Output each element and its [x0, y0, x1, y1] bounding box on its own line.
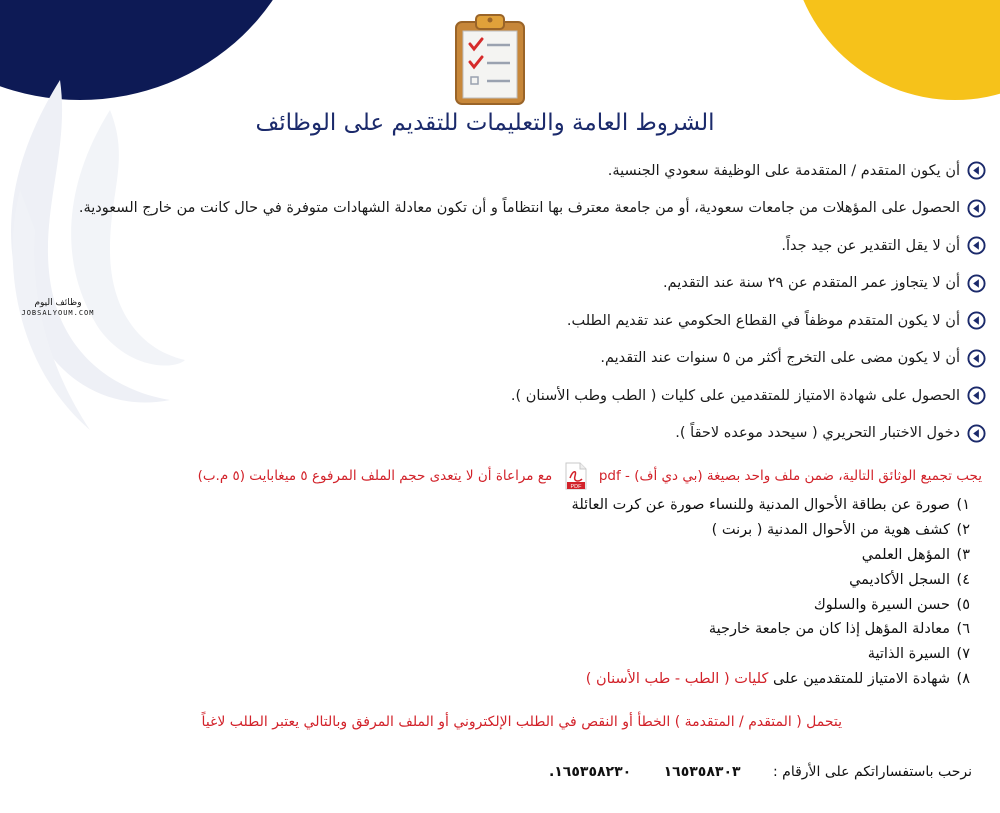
responsibility-warning: يتحمل ( المتقدم / المتقدمة ) الخطأ أو النقص في الطلب الإلكتروني أو الملف المرفق وبالتالي يعتبر الطلب لاغياً: [201, 714, 842, 730]
document-text: صورة عن بطاقة الأحوال المدنية وللنساء صورة عن كرت العائلة: [571, 497, 950, 514]
requirement-text: الحصول على المؤهلات من جامعات سعودية، أو من جامعة معترف بها انتظاماً و أن تكون معادلة الشهادات متوفرة في حال كانت من خارج السعودية.: [78, 200, 960, 217]
contact-label: نرحب باستفساراتكم على الأرقام :: [772, 764, 972, 780]
requirement-item: [26, 302, 986, 340]
document-text: السيرة الذاتية: [867, 646, 950, 663]
requirement-text: الحصول على شهادة الامتياز للمتقدمين على كليات ( الطب وطب الأسنان ).: [510, 387, 960, 404]
document-number: ٦): [956, 621, 970, 638]
arrow-circle-bullet-icon: [967, 274, 986, 293]
requirement-item: [26, 265, 986, 303]
page-title: الشروط العامة والتعليمات للتقديم على الوظائف: [255, 110, 715, 136]
document-item: [370, 493, 970, 518]
arrow-circle-bullet-icon: [967, 311, 986, 330]
arrow-circle-bullet-icon: [967, 161, 986, 180]
document-text: حسن السيرة والسلوك: [813, 596, 950, 613]
requirement-item: [26, 227, 986, 265]
document-text: المؤهل العلمي: [861, 546, 950, 563]
document-text: شهادة الامتياز للمتقدمين على: [772, 670, 950, 687]
requirement-item: [26, 415, 986, 453]
document-text: معادلة المؤهل إذا كان من جامعة خارجية: [708, 621, 950, 638]
requirement-text: أن لا يقل التقدير عن جيد جداً.: [781, 237, 960, 254]
document-item: [370, 617, 970, 642]
documents-list: [370, 493, 970, 691]
arrow-circle-bullet-icon: [967, 349, 986, 368]
document-number: ٥): [956, 596, 970, 613]
arrow-circle-bullet-icon: [967, 424, 986, 443]
svg-text:PDF: PDF: [570, 484, 582, 490]
document-item: [370, 592, 970, 617]
requirement-item: [26, 377, 986, 415]
requirements-list: [26, 152, 986, 452]
document-number: ٢): [956, 522, 970, 539]
logo-latin-text: JOBSALYOUM.COM: [21, 309, 95, 317]
logo-arabic-text: وظائف اليوم: [34, 298, 82, 308]
requirement-text: أن لا يكون المتقدم موظفاً في القطاع الحكومي عند تقديم الطلب.: [566, 312, 960, 329]
document-number: ١): [956, 497, 970, 514]
document-item: [370, 667, 970, 692]
arrow-circle-bullet-icon: [967, 386, 986, 405]
document-number: ٣): [956, 546, 970, 563]
phone-number-1: ١٦٥٣٥٨٣٠٣: [663, 764, 741, 780]
clipboard-checklist-icon: [454, 12, 526, 106]
requirement-item: [26, 190, 986, 228]
contact-line: [272, 764, 972, 780]
requirement-text: أن لا يتجاوز عمر المتقدم عن ٢٩ سنة عند التقديم.: [662, 275, 960, 292]
document-item: [370, 567, 970, 592]
document-item: [370, 518, 970, 543]
arrow-circle-bullet-icon: [967, 199, 986, 218]
requirement-item: [26, 340, 986, 378]
requirement-text: أن لا يكون مضى على التخرج أكثر من ٥ سنوات عند التقديم.: [600, 350, 960, 367]
documents-intro-text: يجب تجميع الوثائق التالية، ضمن ملف واحد بصيغة (بي دي أف) - pdf: [598, 468, 982, 484]
requirement-text: دخول الاختبار التحريري ( سيحدد موعده لاحقاً ).: [675, 425, 960, 442]
requirement-text: أن يكون المتقدم / المتقدمة على الوظيفة سعودي الجنسية.: [607, 162, 960, 179]
document-text: السجل الأكاديمي: [849, 571, 950, 588]
document-number: ٨): [956, 670, 970, 687]
arrow-circle-bullet-icon: [967, 236, 986, 255]
document-colleges-note: كليات ( الطب - طب الأسنان ): [585, 670, 769, 687]
document-item: [370, 543, 970, 568]
document-number: ٧): [956, 646, 970, 663]
yellow-corner-shape: [790, 0, 1000, 100]
document-item: [370, 642, 970, 667]
pdf-file-icon: [565, 462, 587, 490]
phone-number-2: ١٦٥٣٥٨٢٣٠.: [548, 764, 632, 780]
documents-intro: [102, 462, 982, 490]
requirement-item: [26, 152, 986, 190]
document-number: ٤): [956, 571, 970, 588]
documents-size-note: مع مراعاة أن لا يتعدى حجم الملف المرفوع ٥ ميغابايت (٥ م.ب): [197, 468, 553, 484]
document-text: كشف هوية من الأحوال المدنية ( برنت ): [711, 522, 950, 539]
